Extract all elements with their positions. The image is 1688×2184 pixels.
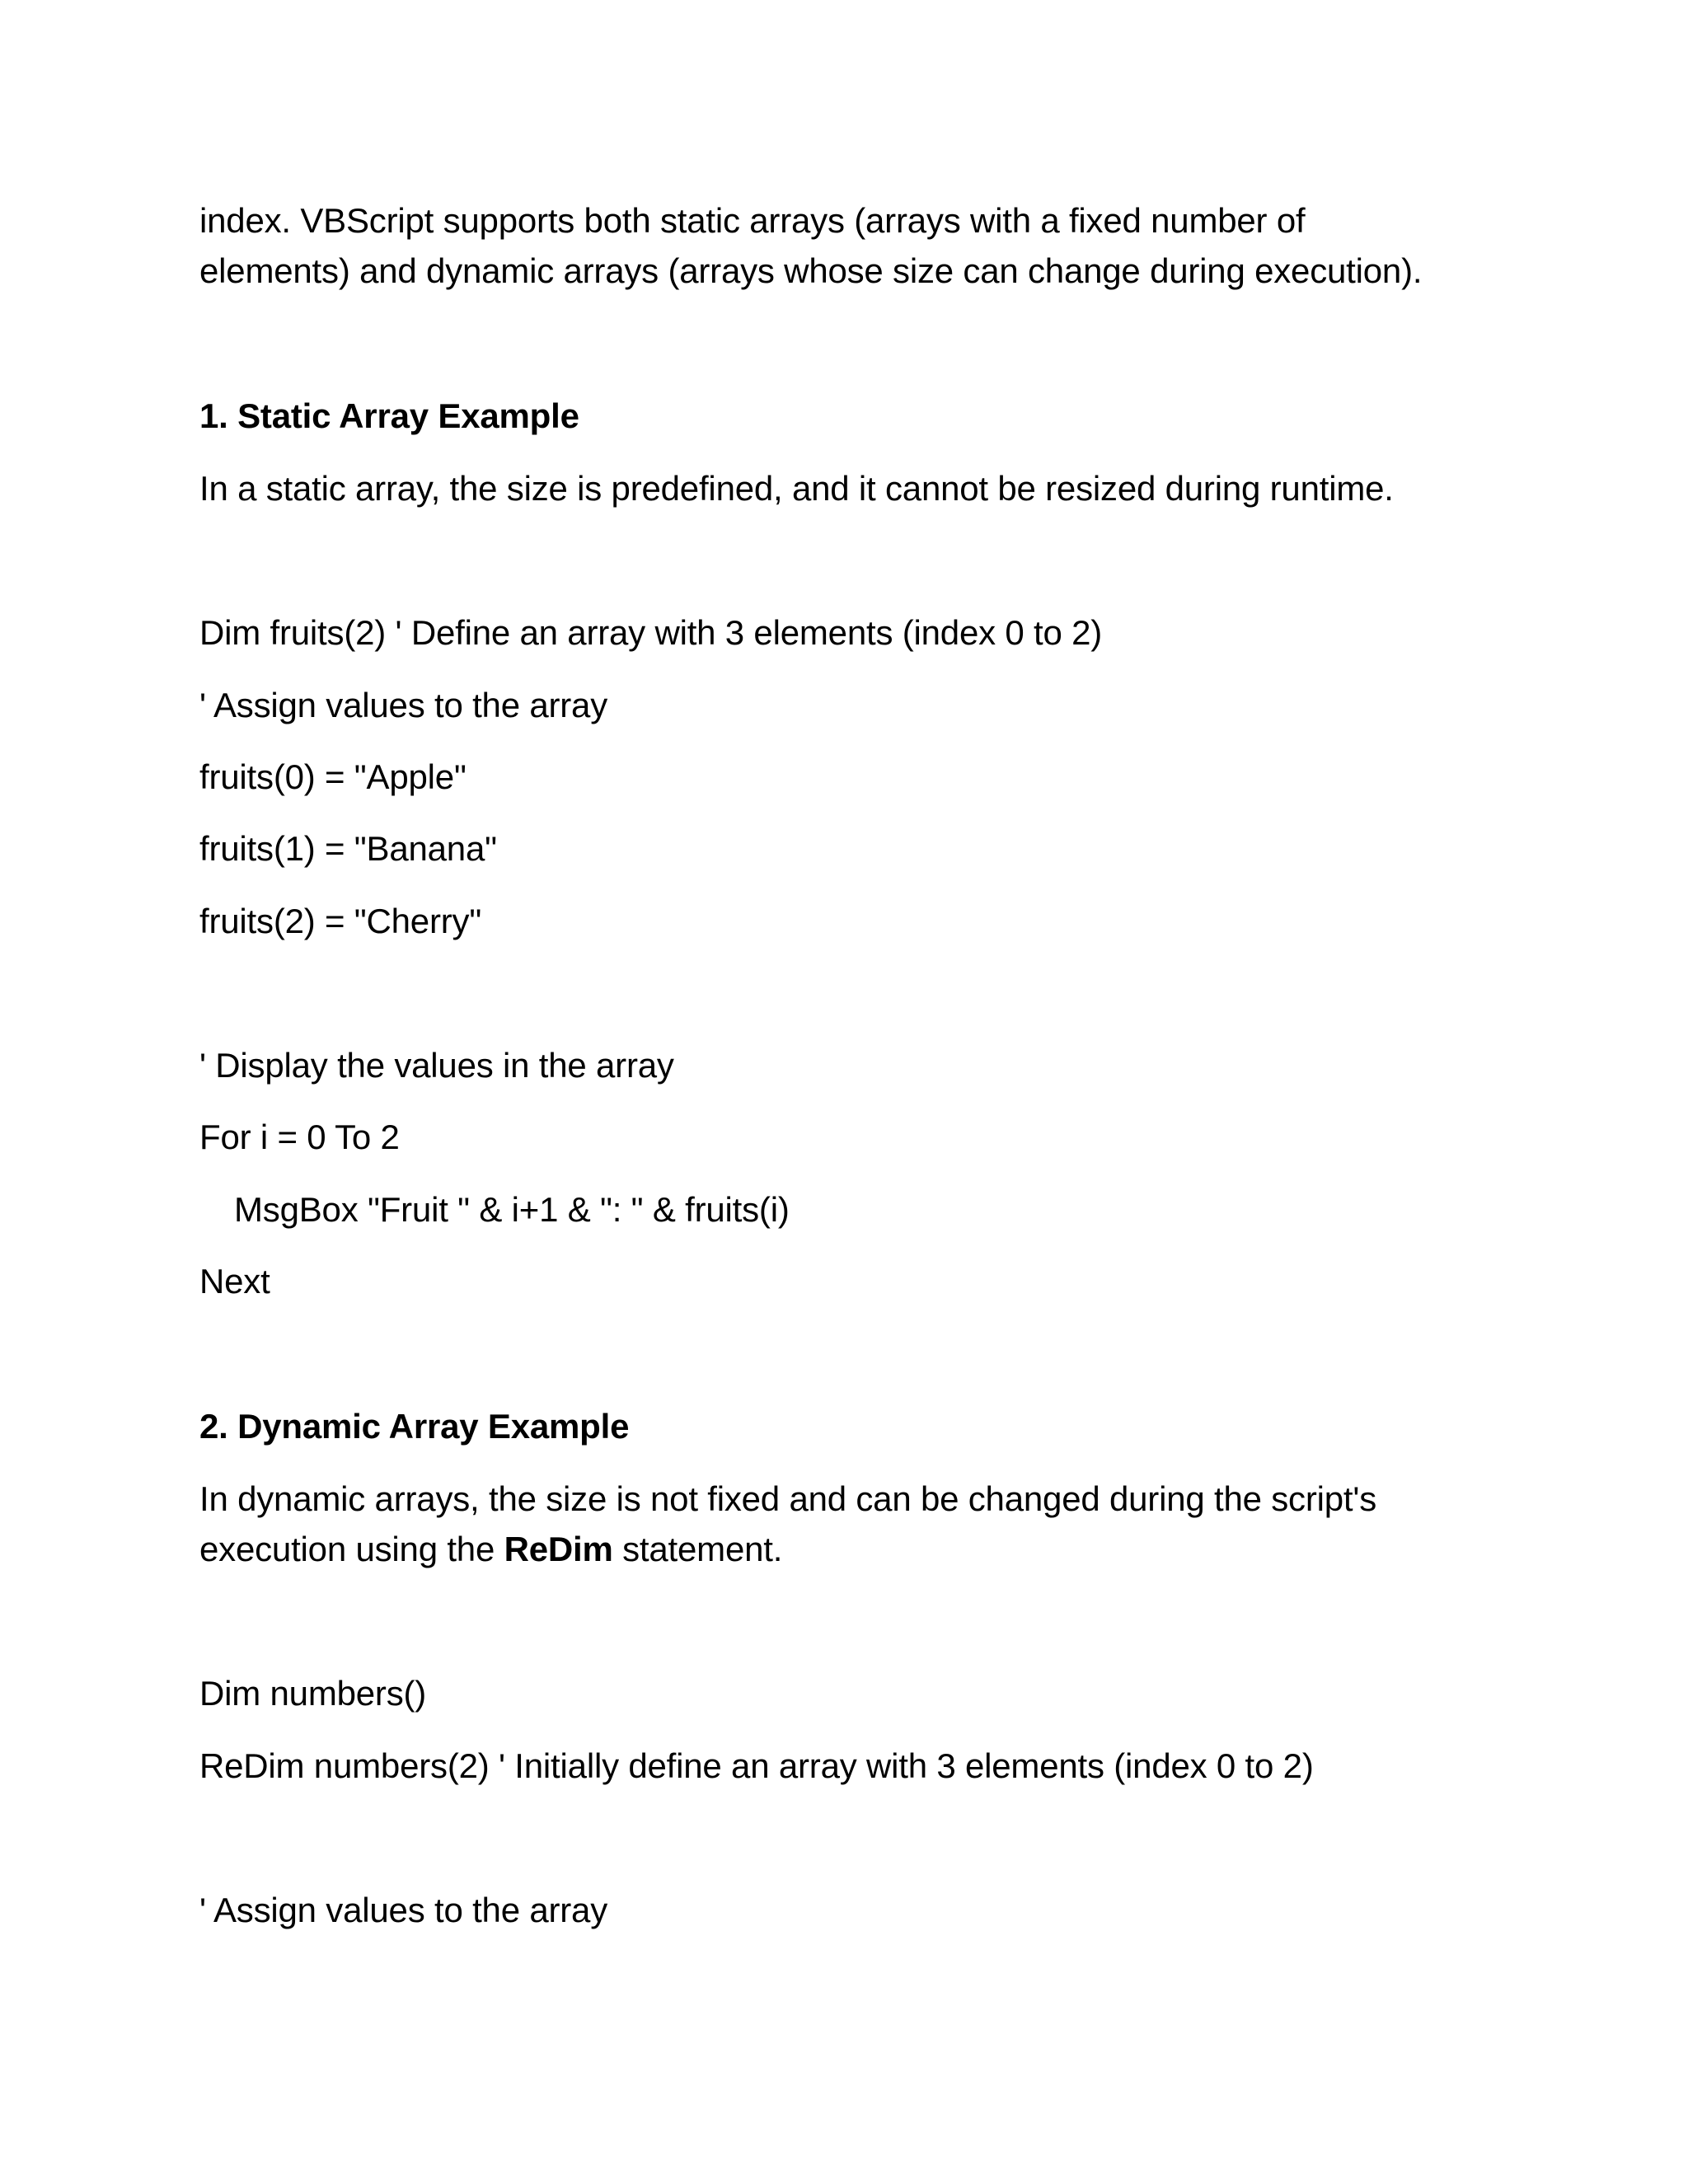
section-1-heading: 1. Static Array Example	[199, 396, 579, 435]
redim-keyword: ReDim	[504, 1530, 613, 1568]
section-2-description-line-1: In dynamic arrays, the size is not fixed and can be changed during the script's	[199, 1479, 1377, 1518]
description-text: statement.	[612, 1530, 783, 1568]
code-line: fruits(2) = "Cherry"	[199, 902, 482, 940]
code-line: For i = 0 To 2	[199, 1118, 400, 1156]
section-2-description-line-2	[199, 1524, 782, 1575]
intro-line-1: index. VBScript supports both static arrays (arrays with a fixed number of	[199, 201, 1306, 240]
section-2-heading: 2. Dynamic Array Example	[199, 1407, 630, 1446]
code-line: Next	[199, 1262, 270, 1301]
code-line-indented: MsgBox "Fruit " & i+1 & ": " & fruits(i)	[234, 1190, 790, 1229]
code-line: ' Display the values in the array	[199, 1046, 674, 1085]
code-line: ' Assign values to the array	[199, 1891, 608, 1929]
code-line: fruits(0) = "Apple"	[199, 757, 467, 796]
intro-line-2: elements) and dynamic arrays (arrays whose size can change during execution).	[199, 251, 1423, 290]
code-line: fruits(1) = "Banana"	[199, 829, 497, 868]
code-line: Dim fruits(2) ' Define an array with 3 elements (index 0 to 2)	[199, 613, 1103, 652]
section-1-description: In a static array, the size is predefined, and it cannot be resized during runtime.	[199, 469, 1394, 508]
code-line: Dim numbers()	[199, 1674, 427, 1713]
code-line: ReDim numbers(2) ' Initially define an array with 3 elements (index 0 to 2)	[199, 1746, 1314, 1785]
code-line: ' Assign values to the array	[199, 686, 608, 724]
description-text: execution using the	[199, 1530, 504, 1568]
